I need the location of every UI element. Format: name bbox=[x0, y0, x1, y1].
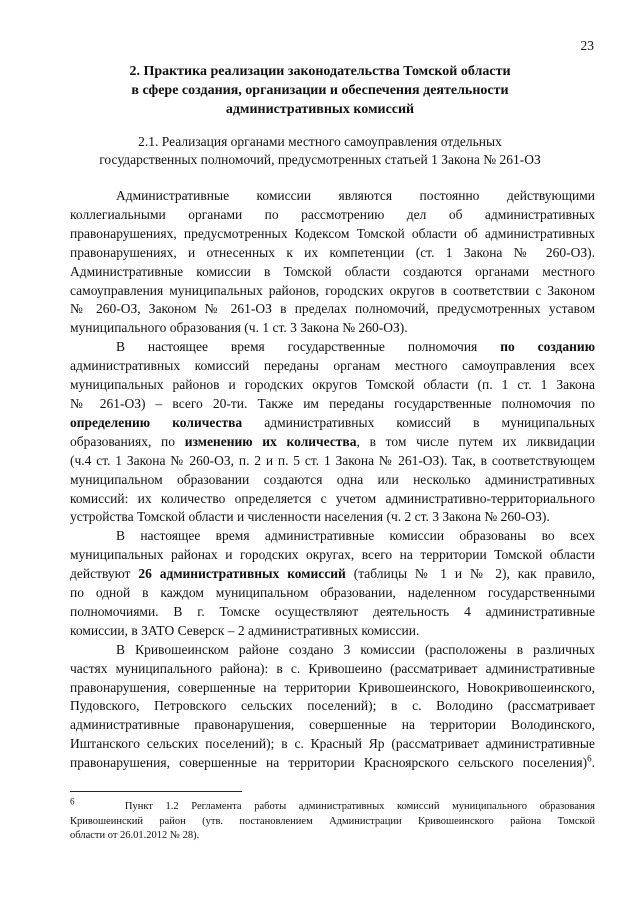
text-line: частях муниципального района): в с. Кривошеино (рассматривает административные bbox=[70, 660, 595, 676]
heading-line: в сфере создания, организации и обеспечения деятельности bbox=[131, 83, 509, 98]
paragraph-2 bbox=[70, 338, 595, 527]
text-line: № 261-ОЗ) – всего 20-ти. Также им переданы государственные полномочия по bbox=[70, 395, 595, 411]
text-line: самоуправления муниципальных районов, городских округов в соответствии с Законом bbox=[70, 282, 595, 298]
text-line: Административные комиссии являются постоянно действующими bbox=[116, 188, 595, 203]
text-line: правонарушениях, и отнесенных к их компетенции (ст. 1 Закона № 260-ОЗ). bbox=[70, 244, 595, 260]
text-line: муниципальном образовании создаются одна или несколько административных bbox=[70, 471, 595, 487]
heading-line: 2. Практика реализации законодательства Томской области bbox=[129, 64, 511, 79]
emphasis-text: по созданию bbox=[500, 339, 596, 355]
text-line: правонарушения, совершенные на территории Кривошеинского, Новокривошеинского, bbox=[70, 679, 595, 695]
paragraph-1 bbox=[70, 187, 595, 338]
section-heading bbox=[70, 62, 570, 119]
text-line: Иштанского сельских поселений); в с. Красный Яр (рассматривает административные bbox=[70, 736, 595, 752]
text-line: устройства Томской области и численности населения (ч. 2 ст. 3 Закона № 260-ОЗ). bbox=[70, 509, 550, 525]
text-line: № 260-ОЗ, Законом № 261-ОЗ в пределах полномочий, предусмотренных уставом bbox=[70, 301, 595, 317]
text-run: , в том числе путем их ликвидации bbox=[356, 433, 596, 449]
text-line: полномочиями. В г. Томске осуществляют деятельность 4 административные bbox=[70, 603, 595, 619]
text-line: муниципальных районах и городских округах, всего на территории Томской области bbox=[70, 547, 595, 563]
text-line: комиссии, в ЗАТО Северск – 2 административных комиссии. bbox=[70, 622, 420, 638]
subheading-line: государственных полномочий, предусмотренных статьей 1 Закона № 261-ОЗ bbox=[99, 152, 541, 167]
text-run: действуют bbox=[70, 566, 139, 582]
emphasis-text: изменению их количества bbox=[184, 433, 357, 449]
text-line: В Кривошеинском районе создано 3 комиссии (расположены в различных bbox=[116, 641, 595, 657]
heading-line: административных комиссий bbox=[225, 102, 415, 117]
text-run: административных комиссий в муниципальных bbox=[242, 414, 595, 430]
body-text bbox=[70, 187, 595, 773]
footnote-separator bbox=[70, 791, 242, 792]
text-run: . bbox=[591, 755, 595, 771]
text-line: (ч.4 ст. 1 Закона № 260-ОЗ, п. 2 и п. 5 ст. 1 Закона № 261-ОЗ). Так, в соответствующем bbox=[70, 452, 595, 468]
text-line bbox=[70, 414, 595, 433]
footnote-reference[interactable]: 6 bbox=[587, 753, 592, 764]
subsection-heading bbox=[60, 133, 580, 169]
text-run: правонарушения, совершенные на территории Красноярского сельского поселения) bbox=[70, 755, 588, 771]
text-line: Административные комиссии в Томской области создаются органами местного bbox=[70, 263, 595, 279]
text-run: В настоящее время государственные полномочия bbox=[116, 339, 501, 355]
text-line: муниципальных районов и городских округов Томской области (п. 1 ст. 1 Закона bbox=[70, 377, 595, 393]
text-line: комиссий: их количество определяется с учетом административно-территориального bbox=[70, 490, 595, 506]
text-line bbox=[70, 565, 595, 584]
text-line: коллегиальными органами по рассмотрению дел об административных bbox=[70, 206, 595, 222]
text-line bbox=[70, 433, 595, 452]
paragraph-4 bbox=[70, 641, 595, 773]
footnote bbox=[70, 796, 595, 844]
footnote-line bbox=[70, 796, 595, 815]
subheading-line: 2.1. Реализация органами местного самоуправления отдельных bbox=[138, 134, 502, 149]
text-line bbox=[70, 754, 595, 773]
text-run: (таблицы № 1 и № 2), как правило, bbox=[345, 566, 595, 582]
emphasis-text: определению количества bbox=[70, 414, 243, 430]
text-run: Пункт 1.2 Регламента работы административных комиссий муниципального образования bbox=[124, 801, 595, 812]
text-line: административные правонарушения, совершенные на территории Володинского, bbox=[70, 717, 595, 733]
text-run: образованиях, по bbox=[70, 433, 185, 449]
text-line: административных комиссий переданы органам местного самоуправления всех bbox=[70, 358, 595, 374]
emphasis-text: 26 административных комиссий bbox=[138, 566, 346, 582]
text-line: Пудовского, Петровского сельских поселений); в с. Володино (рассматривает bbox=[70, 698, 595, 714]
page-number: 23 bbox=[580, 38, 594, 53]
footnote-line: Кривошеинский район (утв. постановлением Администрации Кривошеинского района Томской bbox=[70, 815, 595, 827]
text-line: по одной в каждом муниципальном образовании, наделенном государственными bbox=[70, 585, 595, 601]
text-line bbox=[70, 338, 595, 357]
paragraph-3 bbox=[70, 527, 595, 640]
text-line: В настоящее время административные комиссии образованы во всех bbox=[116, 528, 595, 544]
text-line: правонарушениях, предусмотренных Кодексом Томской области об административных bbox=[70, 225, 595, 241]
text-line: муниципального образования (ч. 1 ст. 3 Закона № 260-ОЗ). bbox=[70, 320, 408, 336]
footnote-line: области от 26.01.2012 № 28). bbox=[70, 830, 200, 841]
footnote-marker: 6 bbox=[70, 796, 75, 807]
